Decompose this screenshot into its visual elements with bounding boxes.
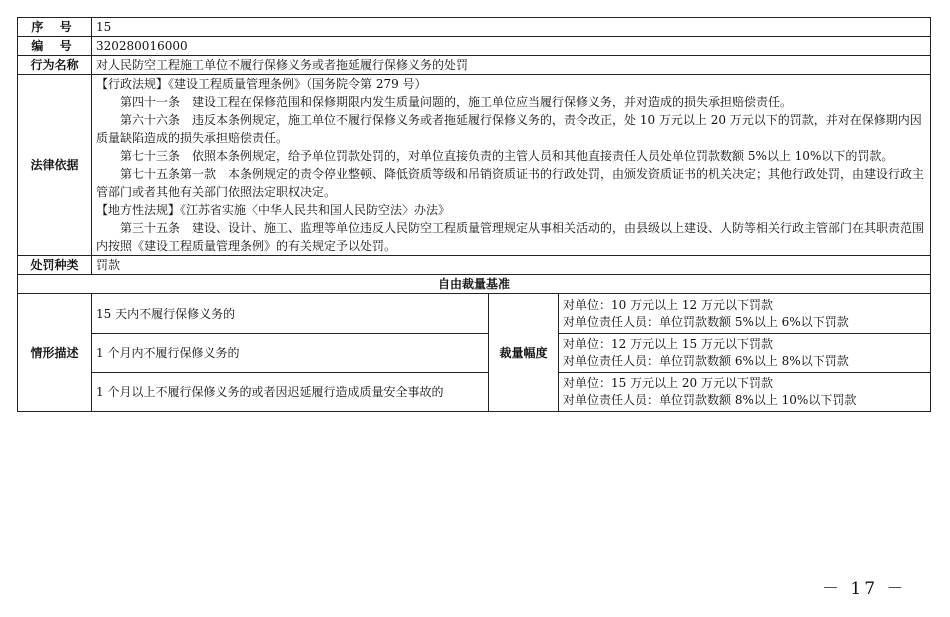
action-name-label: 行为名称 — [18, 56, 92, 75]
action-name-value: 对人民防空工程施工单位不履行保修义务或者拖延履行保修义务的处罚 — [92, 56, 931, 75]
row-serial — [18, 18, 931, 37]
situation-text: 1 个月以上不履行保修义务的或者因迟延履行造成质量安全事故的 — [92, 373, 489, 412]
discretion-heading: 自由裁量基准 — [18, 275, 931, 294]
serial-label: 序 号 — [18, 18, 92, 37]
range-person-text: 对单位责任人员：单位罚款数额 8%以上 10%以下罚款 — [563, 393, 857, 407]
row-penalty-type — [18, 256, 931, 275]
situation-text: 15 天内不履行保修义务的 — [92, 294, 489, 334]
page-number: － 17 － — [822, 579, 907, 599]
discretion-row — [18, 334, 931, 373]
penalty-type-label: 处罚种类 — [18, 256, 92, 275]
range-cell — [559, 334, 931, 373]
penalty-table — [17, 17, 931, 412]
range-label: 裁量幅度 — [489, 294, 559, 412]
situation-text: 1 个月内不履行保修义务的 — [92, 334, 489, 373]
legal-basis-article-35: 第三十五条 建设、设计、施工、监理等单位违反人民防空工程质量管理规定从事相关活动的，由县级以上建设、人防等相关行政主管部门在其职责范围内按照《建设工程质量管理条例》的有关规定予以处罚。 — [96, 221, 925, 253]
legal-basis-article-66: 第六十六条 违反本条例规定，施工单位不履行保修义务或者拖延履行保修义务的，责令改正，处 10 万元以上 20 万元以下的罚款，并对在保修期内因质量缺陷造成的损失承担赔偿责任。 — [96, 113, 922, 145]
row-code — [18, 37, 931, 56]
discretion-row — [18, 373, 931, 412]
range-cell — [559, 373, 931, 412]
code-label: 编 号 — [18, 37, 92, 56]
discretion-row — [18, 294, 931, 334]
penalty-type-value: 罚款 — [92, 256, 931, 275]
legal-basis-heading-local: 【地方性法规】《江苏省实施〈中华人民共和国人民防空法〉办法》 — [96, 203, 451, 217]
range-unit-text: 对单位：10 万元以上 12 万元以下罚款 — [563, 297, 773, 312]
range-cell — [559, 294, 931, 334]
row-legal-basis — [18, 75, 931, 256]
range-person-text: 对单位责任人员：单位罚款数额 6%以上 8%以下罚款 — [563, 354, 849, 368]
legal-basis-heading-admin: 【行政法规】《建设工程质量管理条例》（国务院令第 279 号） — [96, 77, 427, 91]
legal-basis-content — [92, 75, 931, 256]
range-person-text: 对单位责任人员：单位罚款数额 5%以上 6%以下罚款 — [563, 314, 849, 329]
legal-basis-article-41: 第四十一条 建设工程在保修范围和保修期限内发生质量问题的，施工单位应当履行保修义务，并对造成的损失承担赔偿责任。 — [120, 95, 793, 109]
code-value: 320280016000 — [92, 37, 931, 56]
range-unit-text: 对单位：12 万元以上 15 万元以下罚款 — [563, 337, 773, 351]
range-unit-text: 对单位：15 万元以上 20 万元以下罚款 — [563, 376, 773, 390]
row-discretion-heading — [18, 275, 931, 294]
serial-value: 15 — [92, 18, 931, 37]
row-action-name — [18, 56, 931, 75]
situation-label: 情形描述 — [18, 294, 92, 412]
legal-basis-article-73: 第七十三条 依照本条例规定，给予单位罚款处罚的，对单位直接负责的主管人员和其他直接责任人员处单位罚款数额 5%以上 10%以下的罚款。 — [120, 149, 894, 163]
legal-basis-label: 法律依据 — [18, 75, 92, 256]
legal-basis-article-75: 第七十五条第一款 本条例规定的责令停业整顿、降低资质等级和吊销资质证书的行政处罚，由颁发资质证书的机关决定；其他行政处罚，由建设行政主管部门或者其他有关部门依照法定职权决定。 — [96, 167, 925, 199]
